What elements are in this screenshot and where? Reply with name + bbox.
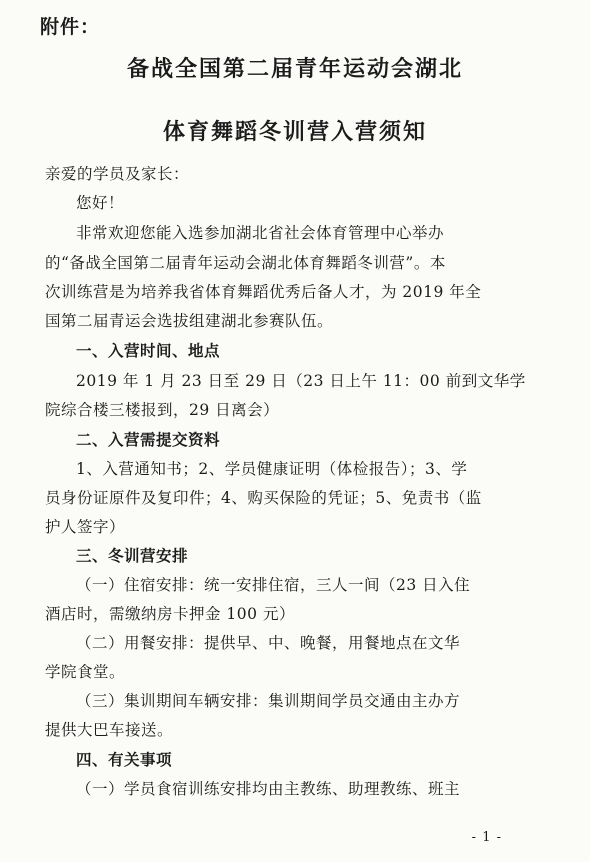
section-3-line-6: 提供大巴车接送。 xyxy=(45,721,174,739)
section-3-line-2: 酒店时，需缴纳房卡押金 100 元） xyxy=(45,605,295,623)
page-number: - 1 - xyxy=(471,830,502,845)
greeting: 您好！ xyxy=(76,194,125,212)
section-1-line-1: 2019 年 1 月 23 日至 29 日（23 日上午 11：00 前到文华学 xyxy=(76,372,526,390)
section-2-heading: 二、入营需提交资料 xyxy=(76,431,221,449)
intro-line-3: 次训练营是为培养我省体育舞蹈优秀后备人才，为 2019 年全 xyxy=(45,283,482,301)
section-4-line-1: （一）学员食宿训练安排均由主教练、助理教练、班主 xyxy=(76,780,461,798)
section-2-line-3: 护人签字） xyxy=(45,518,126,536)
document-title-line-1: 备战全国第二届青年运动会湖北 xyxy=(126,57,463,82)
section-2-line-1: 1、入营通知书；2、学员健康证明（体检报告）；3、学 xyxy=(76,460,468,478)
intro-line-2: 的“备战全国第二届青年运动会湖北体育舞蹈冬训营”。本 xyxy=(45,254,446,272)
section-3-line-5: （三）集训期间车辆安排：集训期间学员交通由主办方 xyxy=(76,692,461,710)
salutation: 亲爱的学员及家长： xyxy=(45,165,190,183)
section-1-heading: 一、入营时间、地点 xyxy=(76,342,221,360)
intro-line-1: 非常欢迎您能入选参加湖北省社会体育管理中心举办 xyxy=(76,224,445,242)
section-4-heading: 四、有关事项 xyxy=(76,751,173,769)
document-title-line-2: 体育舞蹈冬训营入营须知 xyxy=(162,120,427,145)
section-3-heading: 三、冬训营安排 xyxy=(76,547,189,565)
attachment-label: 附件： xyxy=(40,16,101,38)
section-3-line-4: 学院食堂。 xyxy=(45,663,126,681)
section-1-line-2: 院综合楼三楼报到，29 日离会） xyxy=(45,401,280,419)
section-3-line-1: （一）住宿安排：统一安排住宿，三人一间（23 日入住 xyxy=(76,576,471,594)
intro-line-4: 国第二届青运会选拔组建湖北参赛队伍。 xyxy=(45,312,334,330)
section-2-line-2: 员身份证原件及复印件；4、购买保险的凭证；5、免责书（监 xyxy=(45,489,482,507)
section-3-line-3: （二）用餐安排：提供早、中、晚餐，用餐地点在文华 xyxy=(76,634,461,652)
